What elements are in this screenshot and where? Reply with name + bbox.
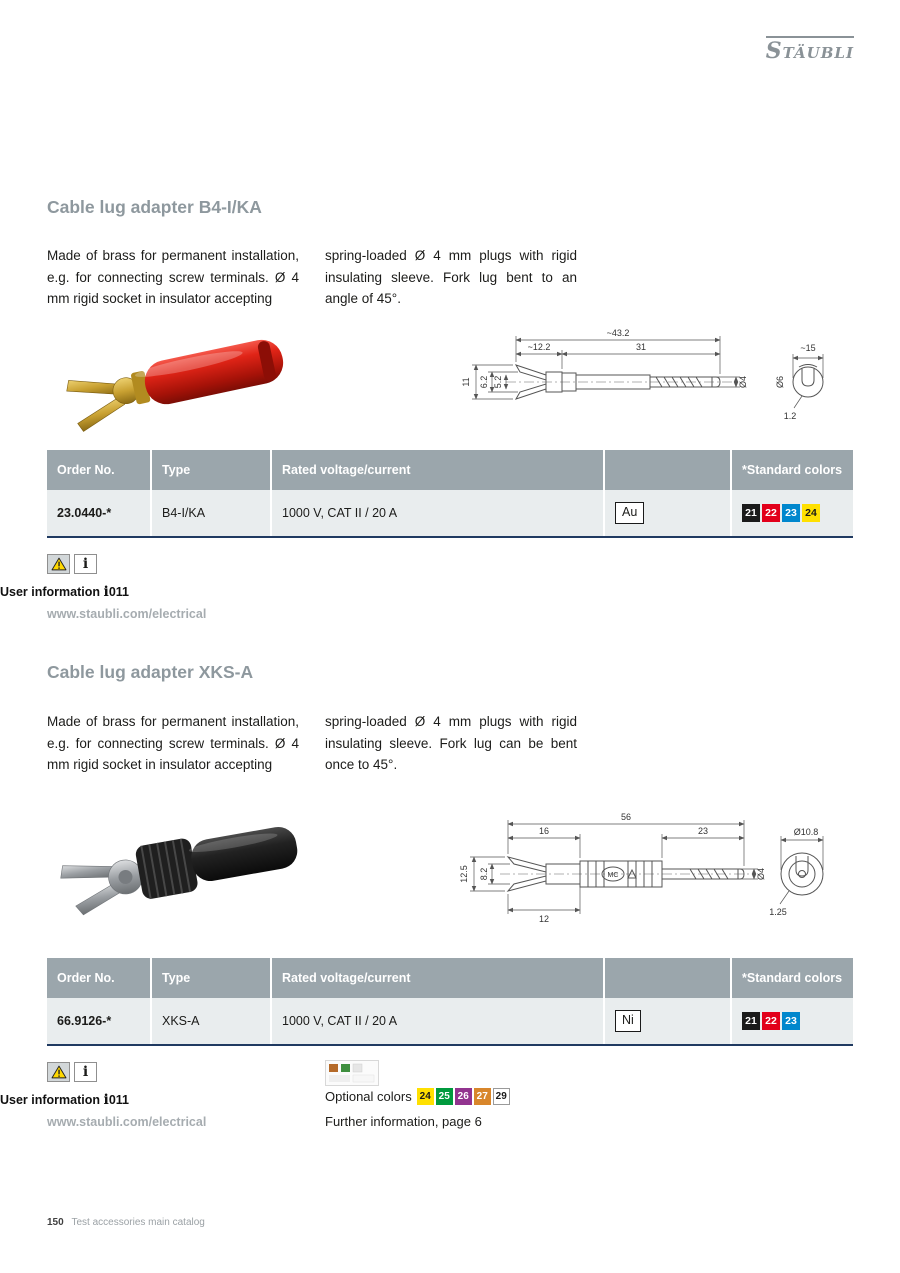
- info-number: 011: [108, 1093, 129, 1107]
- table-header-row: [47, 450, 853, 490]
- website-link[interactable]: www.staubli.com/electrical: [47, 607, 207, 621]
- dim-side-thickness: 1.2: [783, 411, 797, 421]
- color-chip-21: 21: [742, 1012, 760, 1030]
- order-table-b4ika: [47, 450, 853, 538]
- table-header-row: [47, 958, 853, 998]
- dim-height-outer: 12.5: [459, 865, 469, 883]
- page-number: 150: [47, 1217, 64, 1228]
- color-chip-23: 23: [782, 1012, 800, 1030]
- dim-side-diameter: Ø10.8: [793, 827, 819, 837]
- color-chip-22: 22: [762, 504, 780, 522]
- info-icons-group: [47, 1062, 97, 1082]
- type-value: B4-I/KA: [152, 490, 272, 536]
- info-icon: i: [74, 554, 97, 574]
- product-photo-b4ika: [36, 314, 316, 436]
- table-row: [47, 998, 853, 1046]
- plating-cell: [605, 490, 732, 536]
- user-information-line: [0, 1093, 129, 1107]
- dim-diameter: Ø4: [756, 867, 766, 881]
- color-chip-29: 29: [493, 1088, 510, 1105]
- optional-colors-label: Optional colors: [325, 1089, 412, 1104]
- plating-badge: Ni: [615, 1010, 641, 1031]
- warning-icon: [47, 554, 70, 574]
- order-no-value: 66.9126-*: [47, 998, 152, 1044]
- dim-diameter: Ø4: [738, 375, 748, 389]
- section-heading-xksa: Cable lug adapter XKS-A: [47, 662, 254, 682]
- col-header-order-no: Order No.: [47, 450, 152, 490]
- dim-shaft-length: 23: [697, 826, 709, 836]
- dim-side-diameter: Ø6: [775, 375, 785, 389]
- standard-color-chips: [742, 504, 820, 522]
- dim-side-width: ~15: [800, 343, 816, 353]
- plating-cell: [605, 998, 732, 1044]
- color-chip-27: 27: [474, 1088, 491, 1105]
- rating-value: 1000 V, CAT II / 20 A: [272, 490, 605, 536]
- warning-icon: [47, 1062, 70, 1082]
- optional-colors-line: [325, 1088, 510, 1105]
- optional-color-chips: [417, 1088, 510, 1105]
- standard-colors-cell: [732, 998, 853, 1044]
- dim-height-outer: 11: [461, 377, 471, 387]
- order-no-value: 23.0440-*: [47, 490, 152, 536]
- dim-height-inner: 8.2: [479, 867, 489, 881]
- col-header-order-no: Order No.: [47, 958, 152, 998]
- plating-badge: Au: [615, 502, 644, 523]
- color-chip-22: 22: [762, 1012, 780, 1030]
- col-header-plating: [605, 450, 732, 490]
- user-information-label: User information: [0, 585, 101, 599]
- color-chip-26: 26: [455, 1088, 472, 1105]
- color-chip-24: 24: [417, 1088, 434, 1105]
- staubli-logo-text: Stäubli: [765, 38, 854, 64]
- info-icon: i: [74, 1062, 97, 1082]
- product-photo-xksa: [36, 794, 316, 928]
- col-header-rating: Rated voltage/current: [272, 958, 605, 998]
- rating-value: 1000 V, CAT II / 20 A: [272, 998, 605, 1044]
- color-chip-25: 25: [436, 1088, 453, 1105]
- dim-body-length: 31: [635, 342, 647, 352]
- info-icons-group: [47, 554, 97, 574]
- body-column-1: Made of brass for permanent installation, e.g. for connecting screw terminals. Ø 4 mm rigid socket in insulator accepting: [47, 714, 299, 772]
- standard-color-chips: [742, 1012, 800, 1030]
- body-text-b4ika: [47, 245, 577, 310]
- body-column-2: spring-loaded Ø 4 mm plugs with rigid insulating sleeve. Fork lug can be bent once to 45°.: [325, 714, 577, 772]
- standard-colors-cell: [732, 490, 853, 536]
- dim-fork-width: 12: [538, 914, 550, 924]
- info-number: 011: [108, 585, 129, 599]
- info-glyph: i: [103, 1092, 109, 1108]
- dim-fork-length: 16: [538, 826, 550, 836]
- col-header-plating: [605, 958, 732, 998]
- col-header-rating: Rated voltage/current: [272, 450, 605, 490]
- color-samples-photo: [325, 1060, 379, 1086]
- staubli-logo: [766, 36, 854, 64]
- page-footer: [47, 1217, 205, 1228]
- order-table-xksa: [47, 958, 853, 1046]
- tech-drawing-b4ika: [450, 322, 854, 426]
- type-value: XKS-A: [152, 998, 272, 1044]
- color-chip-21: 21: [742, 504, 760, 522]
- footer-label: Test accessories main catalog: [71, 1217, 205, 1228]
- user-information-line: [0, 585, 129, 599]
- body-column-2: spring-loaded Ø 4 mm plugs with rigid insulating sleeve. Fork lug bent to an angle of 45°.: [325, 248, 577, 306]
- col-header-type: Type: [152, 450, 272, 490]
- dim-height-inner: 5.2: [493, 375, 503, 389]
- col-header-standard-colors: *Standard colors: [742, 971, 843, 985]
- table-row: [47, 490, 853, 538]
- dim-overall: 56: [620, 812, 632, 822]
- color-chip-23: 23: [782, 504, 800, 522]
- dim-overall: ~43.2: [606, 328, 630, 338]
- info-glyph: i: [103, 584, 109, 600]
- section-heading-b4ika: Cable lug adapter B4-I/KA: [47, 197, 262, 217]
- tech-drawing-xksa: [450, 806, 854, 930]
- col-header-type: Type: [152, 958, 272, 998]
- mc-logo-label: MC: [607, 872, 619, 879]
- body-column-1: Made of brass for permanent installation, e.g. for connecting screw terminals. Ø 4 mm rigid socket in insulator accepting: [47, 248, 299, 306]
- website-link[interactable]: www.staubli.com/electrical: [47, 1115, 207, 1129]
- user-information-label: User information: [0, 1093, 101, 1107]
- further-information: Further information, page 6: [325, 1114, 482, 1129]
- dim-fork-length: ~12.2: [527, 342, 551, 352]
- body-text-xksa: [47, 711, 577, 776]
- color-chip-24: 24: [802, 504, 820, 522]
- dim-side-thickness: 1.25: [769, 907, 787, 917]
- dim-height-mid: 6.2: [479, 375, 489, 389]
- col-header-standard-colors: *Standard colors: [742, 463, 843, 477]
